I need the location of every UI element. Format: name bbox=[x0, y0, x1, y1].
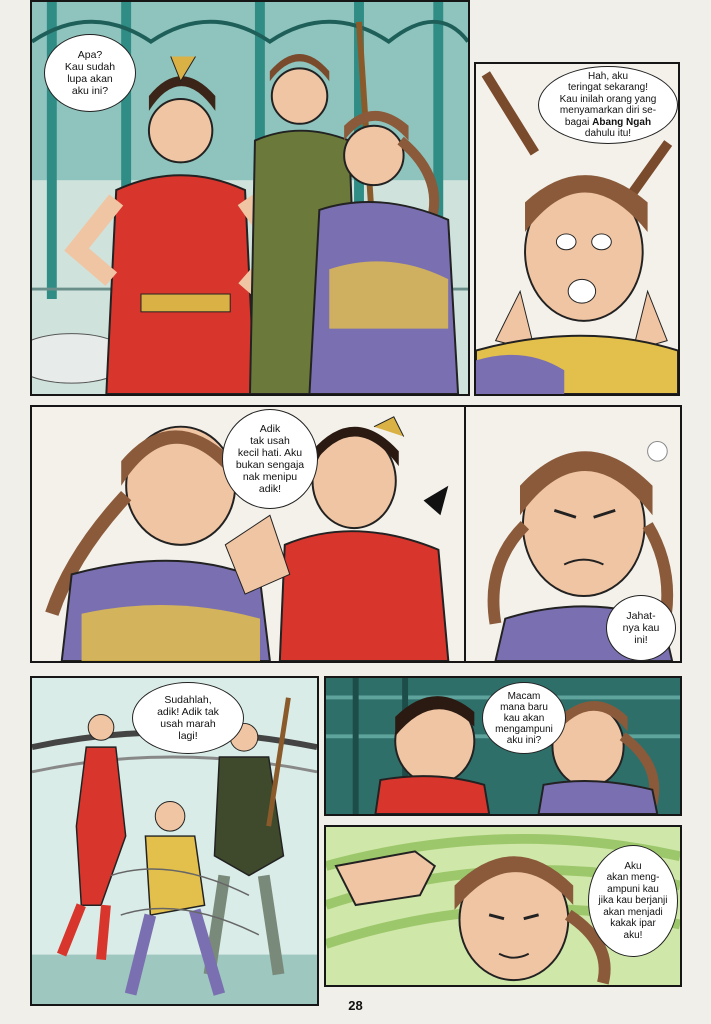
speech-bubble-2-text: Hah, aku teringat sekarang! Kau inilah orang yang menyamarkan diri se- bagai Abang Ngah dahulu itu! bbox=[559, 70, 657, 139]
panel-3 bbox=[30, 405, 488, 663]
speech-bubble-2-emphasis: Abang Ngah bbox=[592, 116, 652, 128]
panel-6 bbox=[324, 676, 682, 816]
speech-bubble-2 bbox=[538, 66, 678, 144]
panel-1 bbox=[30, 0, 470, 396]
panel-4 bbox=[464, 405, 682, 663]
speech-bubble-1: Apa? Kau sudah lupa akan aku ini? bbox=[44, 34, 136, 112]
speech-bubble-4: Jahat- nya kau ini! bbox=[606, 595, 676, 661]
page-number: 28 bbox=[348, 998, 363, 1013]
speech-bubble-7: Aku akan meng- ampuni kau jika kau berjanji akan menjadi kakak ipar aku! bbox=[588, 845, 678, 957]
speech-bubble-5: Sudahlah, adik! Adik tak usah marah lagi! bbox=[132, 682, 244, 754]
panel-7 bbox=[324, 825, 682, 987]
speech-bubble-3: Adik tak usah kecil hati. Aku bukan sengaja nak menipu adik! bbox=[222, 409, 318, 509]
speech-bubble-6: Macam mana baru kau akan mengampuni aku ini? bbox=[482, 682, 566, 754]
panel-2 bbox=[474, 62, 680, 396]
panel-5 bbox=[30, 676, 319, 1006]
